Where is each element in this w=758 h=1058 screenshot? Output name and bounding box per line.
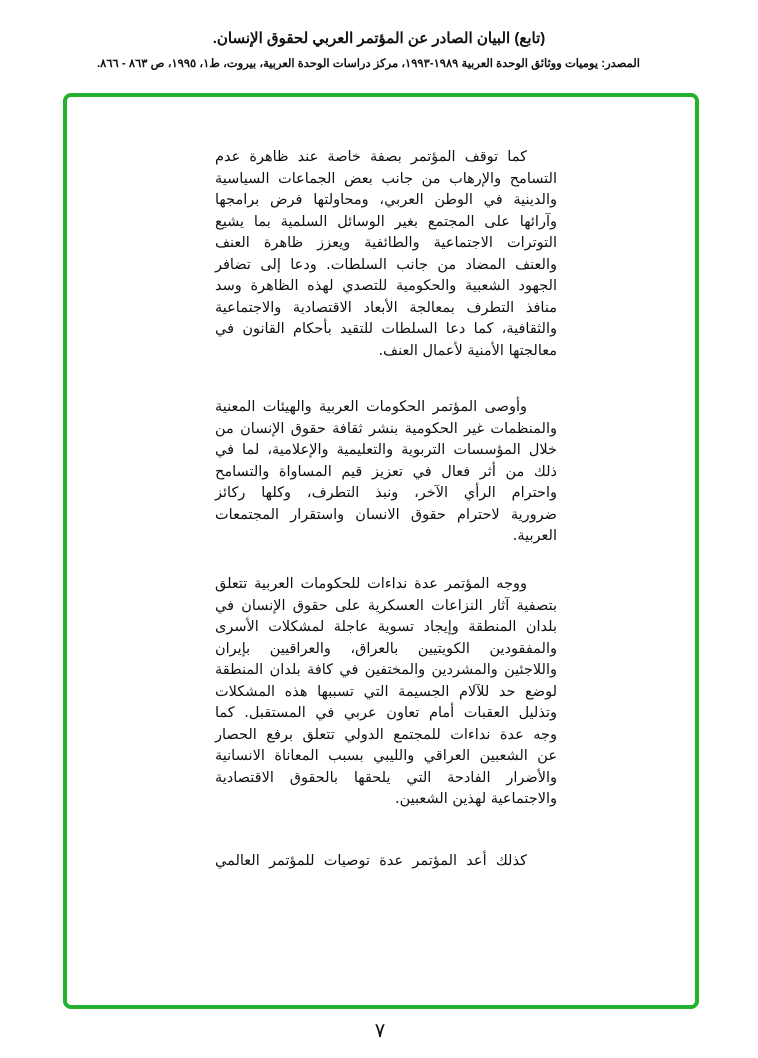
text-line: الجهود الشعبية والحكومية للتصدي لهذه الظاهرة وسد (215, 278, 557, 294)
text-line: والدينية في الوطن العربي، ومحاولتها فرض برامجها (215, 192, 557, 208)
page-number: ٧ (374, 1018, 386, 1042)
text-line: واحترام الرأي الآخر، ونبذ التطرف، وكلها ركائز (215, 485, 557, 501)
text-line: بلدان المنطقة وإيجاد تسوية عاجلة لمشكلات الأسرى (215, 619, 557, 635)
text-line: معالجتها الأمنية لأعمال العنف. (378, 342, 557, 359)
text-line: والاجتماعية لهذين الشعبين. (394, 791, 557, 807)
text-line: التوترات الاجتماعية والطائفية ويعزز ظاهرة العنف (215, 235, 557, 251)
text-line: خلال المؤسسات التربوية والتعليمية والإعلامية، لما في (215, 442, 557, 458)
text-line: وجه عدة نداءات للمجتمع الدولي تتعلق برفع الحصار (215, 726, 557, 743)
text-line: منافذ التطرف بمعالجة الأبعاد الاقتصادية والاجتماعية (215, 299, 557, 316)
text-line: عن الشعبين العراقي والليبي بسبب المعاناة الانسانية (215, 748, 557, 764)
text-line: بتصفية آثار النزاعات العسكرية على حقوق الإنسان في (215, 597, 557, 614)
text-line: التسامح والإرهاب من جانب بعض الجماعات السياسية (215, 170, 557, 187)
paragraph (215, 851, 557, 873)
text-line: كما توقف المؤتمر بصفة خاصة عند ظاهرة عدم (215, 149, 527, 165)
text-line: وآرائها على المجتمع بغير الوسائل السلمية بما يشيع (215, 213, 557, 230)
text-line: والثقافية، كما دعا السلطات للتقيد بأحكام القانون في (215, 321, 557, 337)
text-line: والمنظمات غير الحكومية بنشر ثقافة حقوق الإنسان من (215, 420, 557, 437)
page-title: (تابع) البيان الصادر عن المؤتمر العربي لحقوق الإنسان. (212, 30, 546, 47)
text-line: والعنف المضاد من جانب السلطات. ودعا إلى تضافر (215, 256, 557, 273)
text-line: ووجه المؤتمر عدة نداءات للحكومات العربية تتعلق (215, 576, 527, 592)
text-line: ذلك من أثر فعال في تعزيز قيم المساواة والتسامح (215, 463, 557, 480)
text-line: والمفقودين الكويتيين بالعراق، والعراقيين بإيران (215, 640, 557, 657)
paragraph (215, 397, 557, 548)
text-line: وأوصى المؤتمر الحكومات العربية والهيئات المعنية (215, 399, 527, 415)
text-line: كذلك أعد المؤتمر عدة توصيات للمؤتمر العالمي (215, 853, 527, 869)
text-line: وتذليل العقبات أمام تعاون عربي في المستقبل. كما (215, 705, 557, 721)
paragraph (215, 147, 557, 362)
text-line: واللاجئين والمشردين والمختفين في كافة بلدان المنطقة (215, 662, 557, 678)
source-citation: المصدر: يوميات ووثائق الوحدة العربية ١٩٨٩-١٩٩٣، مركز دراسات الوحدة العربية، بيروت، ط١، ١٩٩٥، ص ٨٦٣ - ٨٦٦. (96, 58, 640, 70)
text-line: ضرورية لاحترام حقوق الانسان واستقرار المجتمعات (215, 506, 557, 523)
paragraph (215, 574, 557, 811)
text-line: العربية. (512, 528, 557, 544)
text-line: لوضع حد للآلام الجسيمة التي تسببها هذه المشكلات (215, 683, 557, 700)
text-line: والأضرار الفادحة التي يلحقها بالحقوق الاقتصادية (215, 769, 557, 786)
